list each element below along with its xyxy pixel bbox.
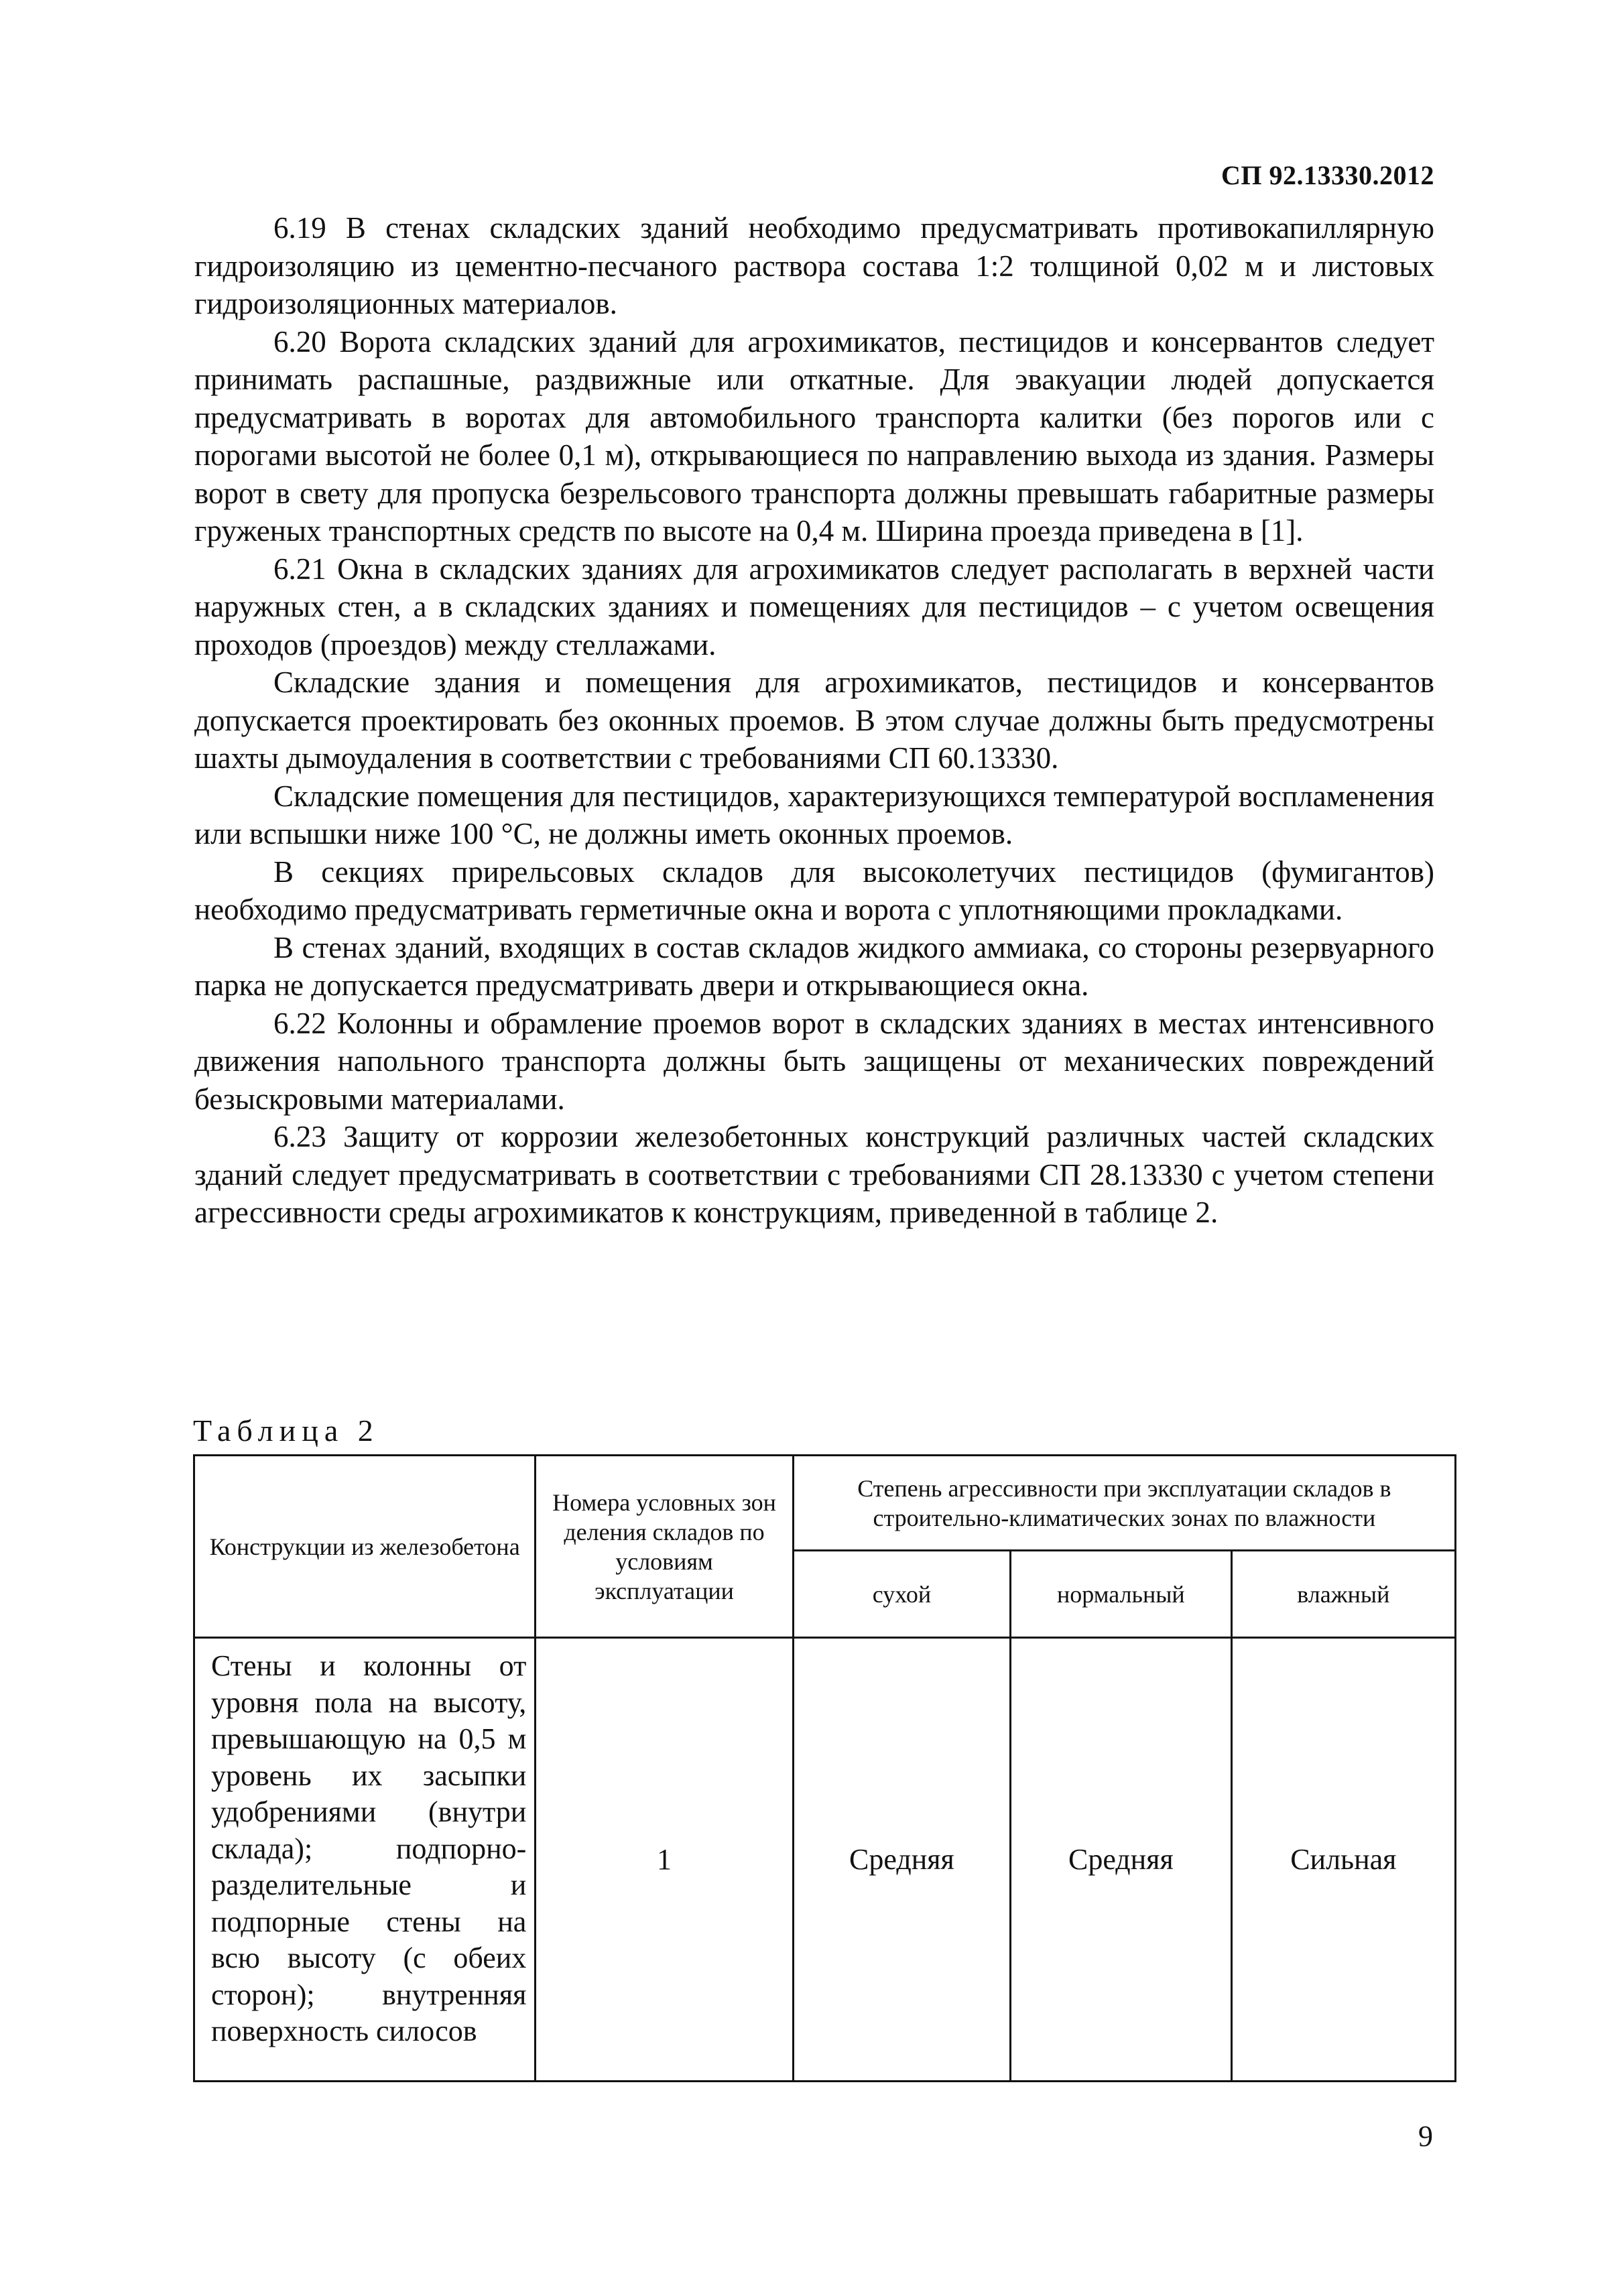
paragraph-6-23: 6.23 Защиту от коррозии железобетонных конструкций различных частей складских зданий следует предусматривать в соответствии с требованиями СП 28.13330 с учетом степени агрессивности среды агрохимикатов к конструкциям, приведенной в таблице 2.: [194, 1120, 1434, 1229]
paragraph-no-window-openings: Складские здания и помещения для агрохимикатов, пестицидов и консервантов допускается проектировать без оконных проемов. В этом случае должны быть предусмотрены шахты дымоудаления в соответствии с требованиями СП 60.13330.: [194, 665, 1434, 775]
cell-wet: Сильная: [1231, 1638, 1455, 2082]
cell-dry: Средняя: [793, 1638, 1010, 2082]
header-dry: сухой: [793, 1551, 1010, 1638]
aggressiveness-table: [193, 1454, 1456, 2082]
header-wet: влажный: [1231, 1551, 1455, 1638]
paragraph-6-22: 6.22 Колонны и обрамление проемов ворот в складских зданиях в местах интенсивного движения напольного транспорта должны быть защищены от механических повреждений безыскровыми материалами.: [194, 1006, 1434, 1116]
paragraph-fumigants: В секциях прирельсовых складов для высоколетучих пестицидов (фумигантов) необходимо предусматривать герметичные окна и ворота с уплотняющими прокладками.: [194, 854, 1434, 926]
cell-normal: Средняя: [1011, 1638, 1232, 2082]
page-number: 9: [1418, 2120, 1433, 2153]
table-row: [194, 1638, 1456, 2082]
paragraph-6-21: 6.21 Окна в складских зданиях для агрохимикатов следует располагать в верхней части наружных стен, а в складских зданиях и помещениях для пестицидов – с учетом освещения проходов (проездов) между стеллажами.: [194, 552, 1434, 661]
table-caption: Таблица 2: [193, 1413, 379, 1448]
cell-zone: 1: [536, 1638, 793, 2082]
paragraph-6-19: 6.19 В стенах складских зданий необходимо предусматривать противокапиллярную гидроизоляцию из цементно-песчаного раствора состава 1:2 толщиной 0,02 м и листовых гидроизоляционных материалов.: [194, 211, 1434, 320]
paragraph-pesticide-rooms: Складские помещения для пестицидов, характеризующихся температурой воспламенения или вспышки ниже 100 °С, не должны иметь оконных проемов.: [194, 779, 1434, 850]
paragraph-ammonia: В стенах зданий, входящих в состав складов жидкого аммиака, со стороны резервуарного парка не допускается предусматривать двери и открывающиеся окна.: [194, 930, 1434, 1002]
header-zone-numbers: Номера условных зон деления складов по условиям эксплуатации: [536, 1456, 793, 1638]
paragraph-6-20: 6.20 Ворота складских зданий для агрохимикатов, пестицидов и консервантов следует принимать распашные, раздвижные или откатные. Для эвакуации людей допускается предусматривать в воротах для автомобильного транспорта калитки (без порогов или с порогами высотой не более 0,1 м), открывающиеся по направлению выхода из здания. Размеры ворот в свету для пропуска безрельсового транспорта должны превышать габаритные размеры груженых транспортных средств по высоте на 0,4 м. Ширина проезда приведена в [1].: [194, 324, 1434, 548]
body-text: [194, 209, 1434, 1232]
document-code: СП 92.13330.2012: [1221, 160, 1434, 190]
cell-construction: Стены и колонны от уровня пола на высоту, превышающую на 0,5 м уровень их засыпки удобрениями (внутри склада); подпорно- разделительные и подпорные стены на всю высоту (с обеих сторон); внутренняя поверхность силосов: [194, 1638, 536, 2082]
header-aggressiveness-group: Степень агрессивности при эксплуатации складов в строительно-климатических зонах по влажности: [793, 1456, 1455, 1551]
header-constructions: Конструкции из железобетона: [194, 1456, 536, 1638]
header-normal: нормальный: [1011, 1551, 1232, 1638]
